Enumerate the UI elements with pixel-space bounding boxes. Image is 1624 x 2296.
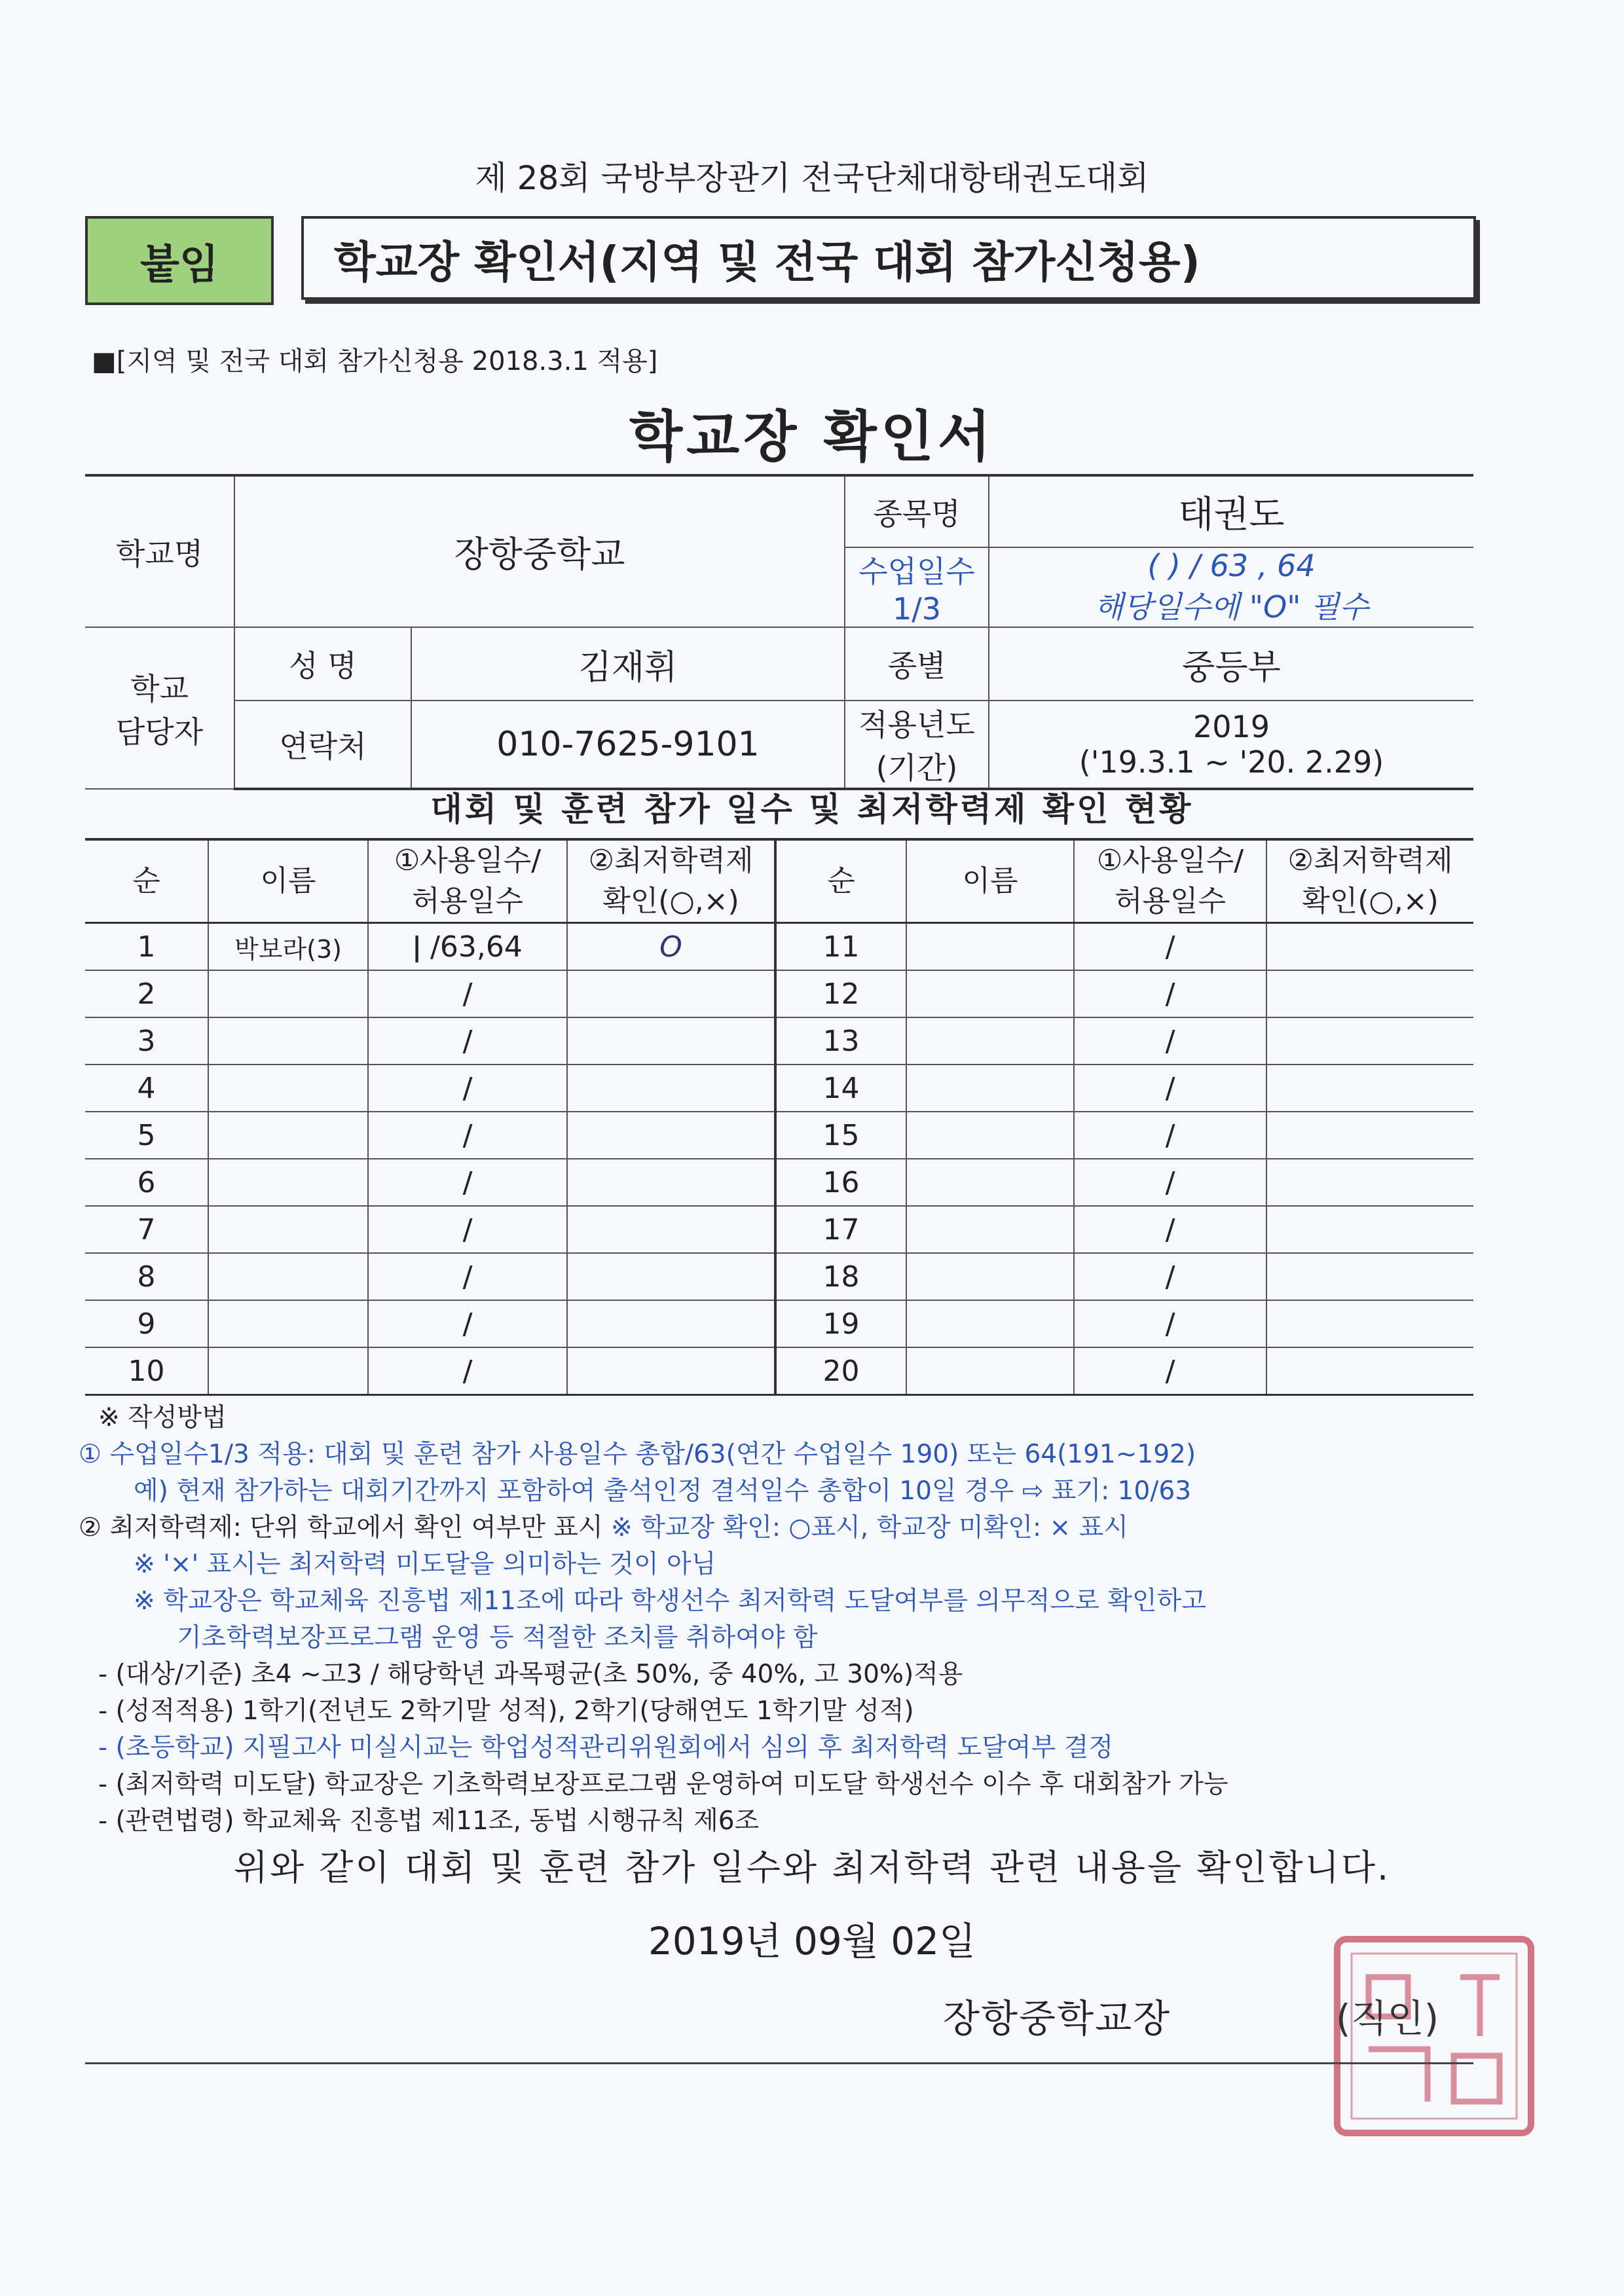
cell-check[interactable] (1266, 1017, 1473, 1065)
cell-no: 18 (775, 1253, 906, 1300)
header-days: ①사용일수/ 허용일수 (368, 839, 567, 923)
cell-check[interactable] (1266, 1112, 1473, 1159)
cell-days[interactable]: / (1074, 923, 1266, 971)
note-2: ② 최저학력제: 단위 학교에서 확인 여부만 표시 ※ 학교장 확인: ○표시, 학교장 미확인: × 표시 (79, 1513, 1128, 1542)
header-name: 이름 (208, 839, 368, 923)
table-row (85, 1300, 1473, 1347)
participation-status-table (85, 838, 1473, 1396)
cell-no: 16 (775, 1159, 906, 1206)
table-row (85, 1159, 1473, 1206)
cell-days[interactable]: / (1074, 1065, 1266, 1112)
header-check: ②최저학력제 확인(○,×) (1266, 839, 1473, 923)
cell-no: 2 (85, 970, 208, 1017)
sport-value: 태권도 (989, 475, 1473, 547)
class-days-field[interactable] (989, 547, 1473, 627)
cell-name[interactable] (208, 1347, 368, 1395)
division-label: 종별 (845, 627, 989, 701)
year-value: 2019 (1192, 709, 1270, 744)
table-row (85, 1112, 1473, 1159)
cell-name[interactable] (208, 1112, 368, 1159)
seal-label: (직인) (1336, 1996, 1439, 2041)
status-title: 대회 및 훈련 참가 일수 및 최저학력제 확인 현황 (430, 790, 1194, 828)
school-info-table (85, 474, 1473, 790)
class-days-note: 해당일수에 "O" 필수 (1094, 589, 1369, 625)
school-label: 학교명 (85, 475, 234, 627)
cell-check[interactable] (567, 1347, 775, 1395)
cell-no: 15 (775, 1112, 906, 1159)
cell-name[interactable] (208, 1017, 368, 1065)
bottom-divider (85, 2062, 1473, 2064)
note-4b: 기초학력보장프로그램 운영 등 적절한 조치를 취하여야 함 (177, 1623, 818, 1652)
contact-value[interactable]: 010-7625-9101 (411, 701, 845, 789)
cell-name[interactable]: 박보라(3) (208, 923, 368, 971)
cell-days[interactable]: / (368, 1159, 567, 1206)
note-1a: ① 수업일수1/3 적용: 대회 및 훈련 참가 사용일수 총합/63(연간 수업일수 190) 또는 64(191~192) (79, 1440, 1196, 1469)
attachment-badge: 붙임 (85, 216, 274, 305)
header-days: ①사용일수/ 허용일수 (1074, 839, 1266, 923)
cell-no: 4 (85, 1065, 208, 1112)
cell-days[interactable]: / (368, 1253, 567, 1300)
cell-days[interactable]: / (368, 1065, 567, 1112)
class-days-label: 수업일수 1/3 (845, 547, 989, 627)
cell-name[interactable] (906, 1206, 1074, 1253)
cell-check[interactable] (567, 1300, 775, 1347)
note-1b: 예) 현재 참가하는 대회기간까지 포함하여 출석인정 결석일수 총합이 10일 경우 ⇨ 표기: 10/63 (134, 1476, 1192, 1506)
cell-days[interactable]: / (1074, 1253, 1266, 1300)
cell-name[interactable] (906, 1347, 1074, 1395)
header-title: 학교장 확인서(지역 및 전국 대회 참가신청용) (301, 216, 1476, 300)
cell-no: 10 (85, 1347, 208, 1395)
table-header-row (85, 839, 1473, 923)
cell-no: 19 (775, 1300, 906, 1347)
cell-days[interactable]: / (1074, 970, 1266, 1017)
cell-days[interactable]: / (1074, 1300, 1266, 1347)
cell-check[interactable] (567, 1159, 775, 1206)
cell-check[interactable] (1266, 1253, 1473, 1300)
staff-label: 학교 담당자 (85, 627, 234, 789)
cell-days[interactable]: / (1074, 1017, 1266, 1065)
principal-signature-line: 장항중학교장 (943, 1996, 1172, 2041)
cell-check[interactable] (567, 1206, 775, 1253)
cell-days[interactable]: / (1074, 1112, 1266, 1159)
name-value[interactable]: 김재휘 (411, 627, 845, 701)
cell-days[interactable]: / (368, 1347, 567, 1395)
cell-check[interactable] (567, 1017, 775, 1065)
header-no: 순 (85, 839, 208, 923)
cell-name[interactable] (208, 1300, 368, 1347)
cell-check[interactable] (1266, 1065, 1473, 1112)
cell-name[interactable] (906, 1300, 1074, 1347)
applicability-note: ■[지역 및 전국 대회 참가신청용 2018.3.1 적용] (92, 346, 658, 376)
table-row (85, 1347, 1473, 1395)
cell-days[interactable]: / (368, 1112, 567, 1159)
cell-days[interactable]: ǀ /63,64 (368, 923, 567, 971)
class-days-value: ( ) / 63 , 64 (1147, 548, 1316, 583)
confirmation-statement: 위와 같이 대회 및 훈련 참가 일수와 최저학력 관련 내용을 확인합니다. (233, 1847, 1391, 1888)
cell-days[interactable]: / (368, 1300, 567, 1347)
cell-name[interactable] (906, 1112, 1074, 1159)
sport-label: 종목명 (845, 475, 989, 547)
cell-check[interactable] (567, 1112, 775, 1159)
note-9: - (관련법령) 학교체육 진흥법 제11조, 동법 시행규칙 제6조 (98, 1806, 760, 1836)
cell-no: 3 (85, 1017, 208, 1065)
cell-name[interactable] (906, 1065, 1074, 1112)
cell-check[interactable] (567, 970, 775, 1017)
cell-days[interactable]: / (368, 1017, 567, 1065)
event-title: 제 28회 국방부장관기 전국단체대항태권도대회 (475, 159, 1149, 197)
cell-name[interactable] (906, 1253, 1074, 1300)
cell-no: 13 (775, 1017, 906, 1065)
cell-name[interactable] (208, 1253, 368, 1300)
name-label: 성 명 (234, 627, 411, 701)
cell-no: 5 (85, 1112, 208, 1159)
cell-no: 6 (85, 1159, 208, 1206)
cell-days[interactable]: / (1074, 1206, 1266, 1253)
cell-no: 14 (775, 1065, 906, 1112)
cell-no: 20 (775, 1347, 906, 1395)
contact-label: 연락처 (234, 701, 411, 789)
table-row (85, 1017, 1473, 1065)
cell-no: 17 (775, 1206, 906, 1253)
cell-no: 7 (85, 1206, 208, 1253)
cell-name[interactable] (906, 923, 1074, 971)
header-check: ②최저학력제 확인(○,×) (567, 839, 775, 923)
table-row (85, 1065, 1473, 1112)
cell-days[interactable]: / (1074, 1347, 1266, 1395)
header-no: 순 (775, 839, 906, 923)
cell-check[interactable] (1266, 1347, 1473, 1395)
table-row (85, 1253, 1473, 1300)
cell-name[interactable] (906, 1159, 1074, 1206)
document-title: 학교장 확인서 (629, 405, 995, 469)
note-8: - (최저학력 미도달) 학교장은 기초학력보장프로그램 운영하여 미도달 학생선수 이수 후 대회참가 가능 (98, 1770, 1228, 1799)
year-period: ('19.3.1 ~ '20. 2.29) (1079, 744, 1384, 780)
note-5: - (대상/기준) 초4 ~고3 / 해당학년 과목평균(초 50%, 중 40%, 고 30%)적용 (98, 1660, 963, 1689)
cell-no: 1 (85, 923, 208, 971)
cell-days[interactable]: / (368, 970, 567, 1017)
cell-no: 11 (775, 923, 906, 971)
table-row (85, 970, 1473, 1017)
cell-days[interactable]: / (1074, 1159, 1266, 1206)
cell-no: 8 (85, 1253, 208, 1300)
note-3: ※ '×' 표시는 최저학력 미도달을 의미하는 것이 아님 (134, 1550, 716, 1579)
school-name: 장항중학교 (234, 475, 845, 627)
note-7: - (초등학교) 지필고사 미실시교는 학업성적관리위원회에서 심의 후 최저학력 도달여부 결정 (98, 1733, 1114, 1762)
notes-heading: ※ 작성방법 (98, 1403, 227, 1432)
note-6: - (성적적용) 1학기(전년도 2학기말 성적), 2학기(당해연도 1학기말 성적) (98, 1696, 914, 1726)
cell-check[interactable] (1266, 1300, 1473, 1347)
cell-check[interactable] (567, 1065, 775, 1112)
cell-name[interactable] (208, 1159, 368, 1206)
table-row (85, 1206, 1473, 1253)
writing-instructions (79, 1400, 1493, 1840)
division-value[interactable]: 중등부 (989, 627, 1473, 701)
cell-name[interactable] (906, 970, 1074, 1017)
header-name: 이름 (906, 839, 1074, 923)
cell-name[interactable] (208, 1206, 368, 1253)
year-field[interactable] (989, 701, 1473, 789)
year-label: 적용년도 (기간) (845, 701, 989, 789)
cell-check[interactable]: O (567, 923, 775, 971)
cell-check[interactable] (1266, 1159, 1473, 1206)
note-4a: ※ 학교장은 학교체육 진흥법 제11조에 따라 학생선수 최저학력 도달여부를 의무적으로 확인하고 (134, 1586, 1206, 1616)
cell-check[interactable] (1266, 923, 1473, 971)
cell-no: 9 (85, 1300, 208, 1347)
cell-name[interactable] (208, 970, 368, 1017)
cell-check[interactable] (1266, 970, 1473, 1017)
cell-name[interactable] (906, 1017, 1074, 1065)
cell-name[interactable] (208, 1065, 368, 1112)
cell-days[interactable]: / (368, 1206, 567, 1253)
issue-date: 2019년 09월 02일 (648, 1919, 976, 1963)
cell-no: 12 (775, 970, 906, 1017)
table-row (85, 923, 1473, 971)
cell-check[interactable] (1266, 1206, 1473, 1253)
cell-check[interactable] (567, 1253, 775, 1300)
